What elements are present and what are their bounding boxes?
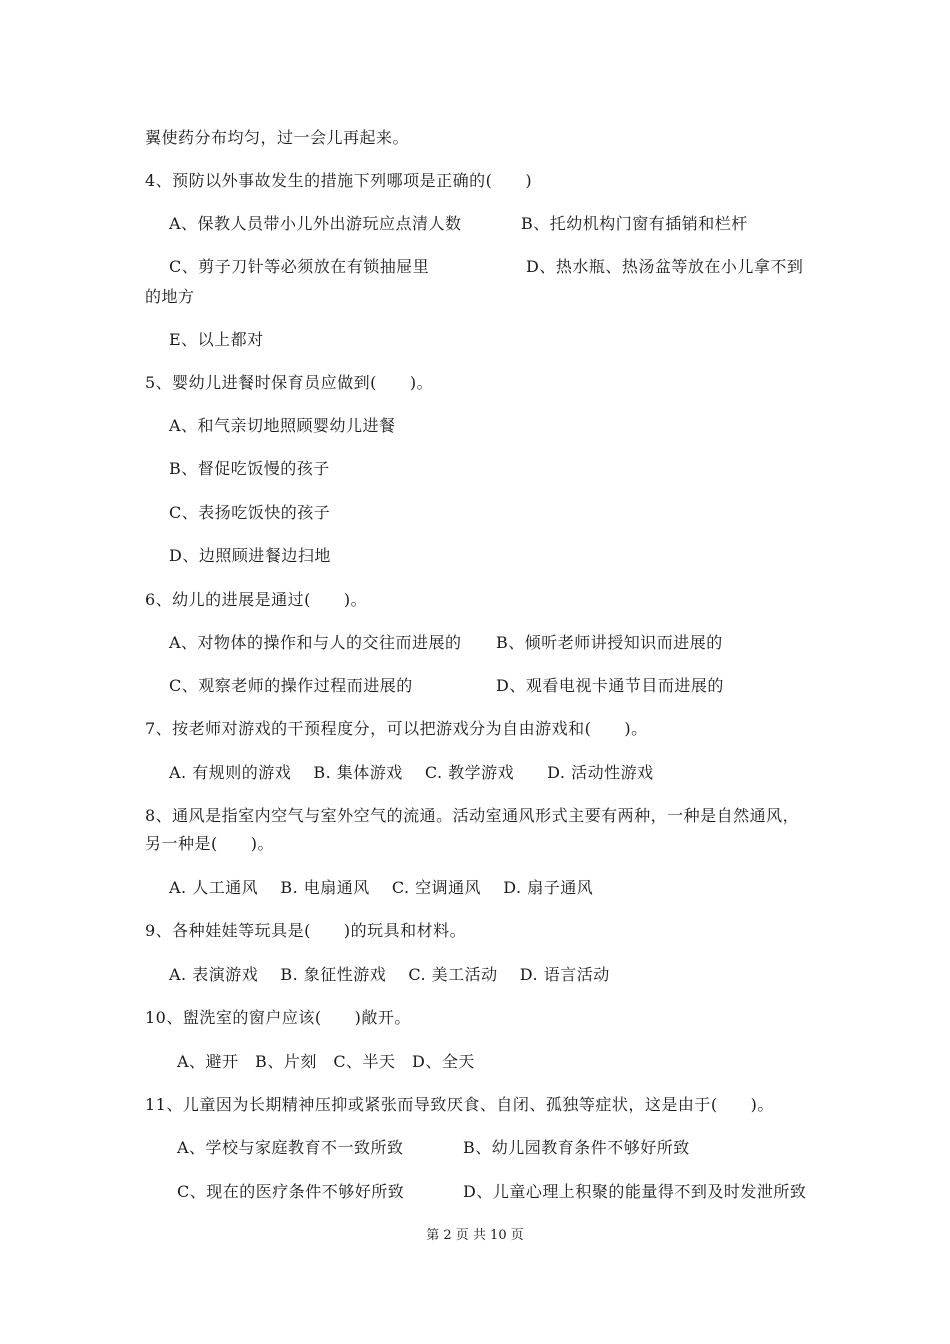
question-6-option-c: C、观察老师的操作过程而进展的 bbox=[169, 676, 413, 695]
question-4-stem: 4、预防以外事故发生的措施下列哪项是正确的( ) bbox=[145, 171, 533, 190]
question-11-option-b: B、幼儿园教育条件不够好所致 bbox=[463, 1138, 690, 1157]
question-4-option-a: A、保教人员带小儿外出游玩应点清人数 bbox=[169, 214, 462, 233]
question-11-option-c: C、现在的医疗条件不够好所致 bbox=[177, 1182, 405, 1201]
question-7-stem: 7、按老师对游戏的干预程度分，可以把游戏分为自由游戏和( )。 bbox=[145, 719, 648, 738]
question-4-option-d-continued: 的地方 bbox=[145, 287, 195, 306]
question-6-stem: 6、幼儿的进展是通过( )。 bbox=[145, 590, 368, 609]
question-5-option-b: B、督促吃饭慢的孩子 bbox=[169, 459, 330, 478]
page-number-footer: 第 2 页 共 10 页 bbox=[426, 1228, 524, 1243]
question-8-options: A. 人工通风 B. 电扇通风 C. 空调通风 D. 扇子通风 bbox=[169, 878, 594, 897]
question-6-option-b: B、倾听老师讲授知识而进展的 bbox=[496, 633, 723, 652]
question-11-stem: 11、儿童因为长期精神压抑或紧张而导致厌食、自闭、孤独等症状，这是由于( )。 bbox=[145, 1095, 774, 1114]
question-10-options: A、避开 B、片刻 C、半天 D、全天 bbox=[177, 1052, 475, 1071]
question-5-option-a: A、和气亲切地照顾婴幼儿进餐 bbox=[169, 416, 396, 435]
question-11-option-a: A、学校与家庭教育不一致所致 bbox=[177, 1138, 404, 1157]
question-6-option-a: A、对物体的操作和与人的交往而进展的 bbox=[169, 633, 462, 652]
question-10-stem: 10、盥洗室的窗户应该( )敞开。 bbox=[145, 1008, 411, 1027]
question-5-option-d: D、边照顾进餐边扫地 bbox=[169, 546, 331, 565]
question-4-option-b: B、托幼机构门窗有插销和栏杆 bbox=[521, 214, 748, 233]
question-6-option-d: D、观看电视卡通节目而进展的 bbox=[496, 676, 724, 695]
question-4-option-e: E、以上都对 bbox=[169, 330, 264, 349]
question-9-options: A. 表演游戏 B. 象征性游戏 C. 美工活动 D. 语言活动 bbox=[169, 965, 610, 984]
question-7-options: A. 有规则的游戏 B. 集体游戏 C. 教学游戏 D. 活动性游戏 bbox=[169, 763, 654, 782]
continuation-text: 翼使药分布均匀，过一会儿再起来。 bbox=[145, 128, 410, 147]
question-4-option-d: D、热水瓶、热汤盆等放在小儿拿不到 bbox=[526, 257, 804, 276]
question-8-stem-continued: 另一种是( )。 bbox=[145, 834, 274, 853]
question-5-option-c: C、表扬吃饭快的孩子 bbox=[169, 503, 331, 522]
question-8-stem: 8、通风是指室内空气与室外空气的流通。活动室通风形式主要有两种，一种是自然通风， bbox=[145, 806, 800, 825]
question-5-stem: 5、婴幼儿进餐时保育员应做到( )。 bbox=[145, 373, 434, 392]
question-9-stem: 9、各种娃娃等玩具是( )的玩具和材料。 bbox=[145, 921, 467, 940]
question-4-option-c: C、剪子刀针等必须放在有锁抽屉里 bbox=[169, 257, 430, 276]
question-11-option-d: D、儿童心理上积聚的能量得不到及时发泄所致 bbox=[463, 1182, 807, 1201]
